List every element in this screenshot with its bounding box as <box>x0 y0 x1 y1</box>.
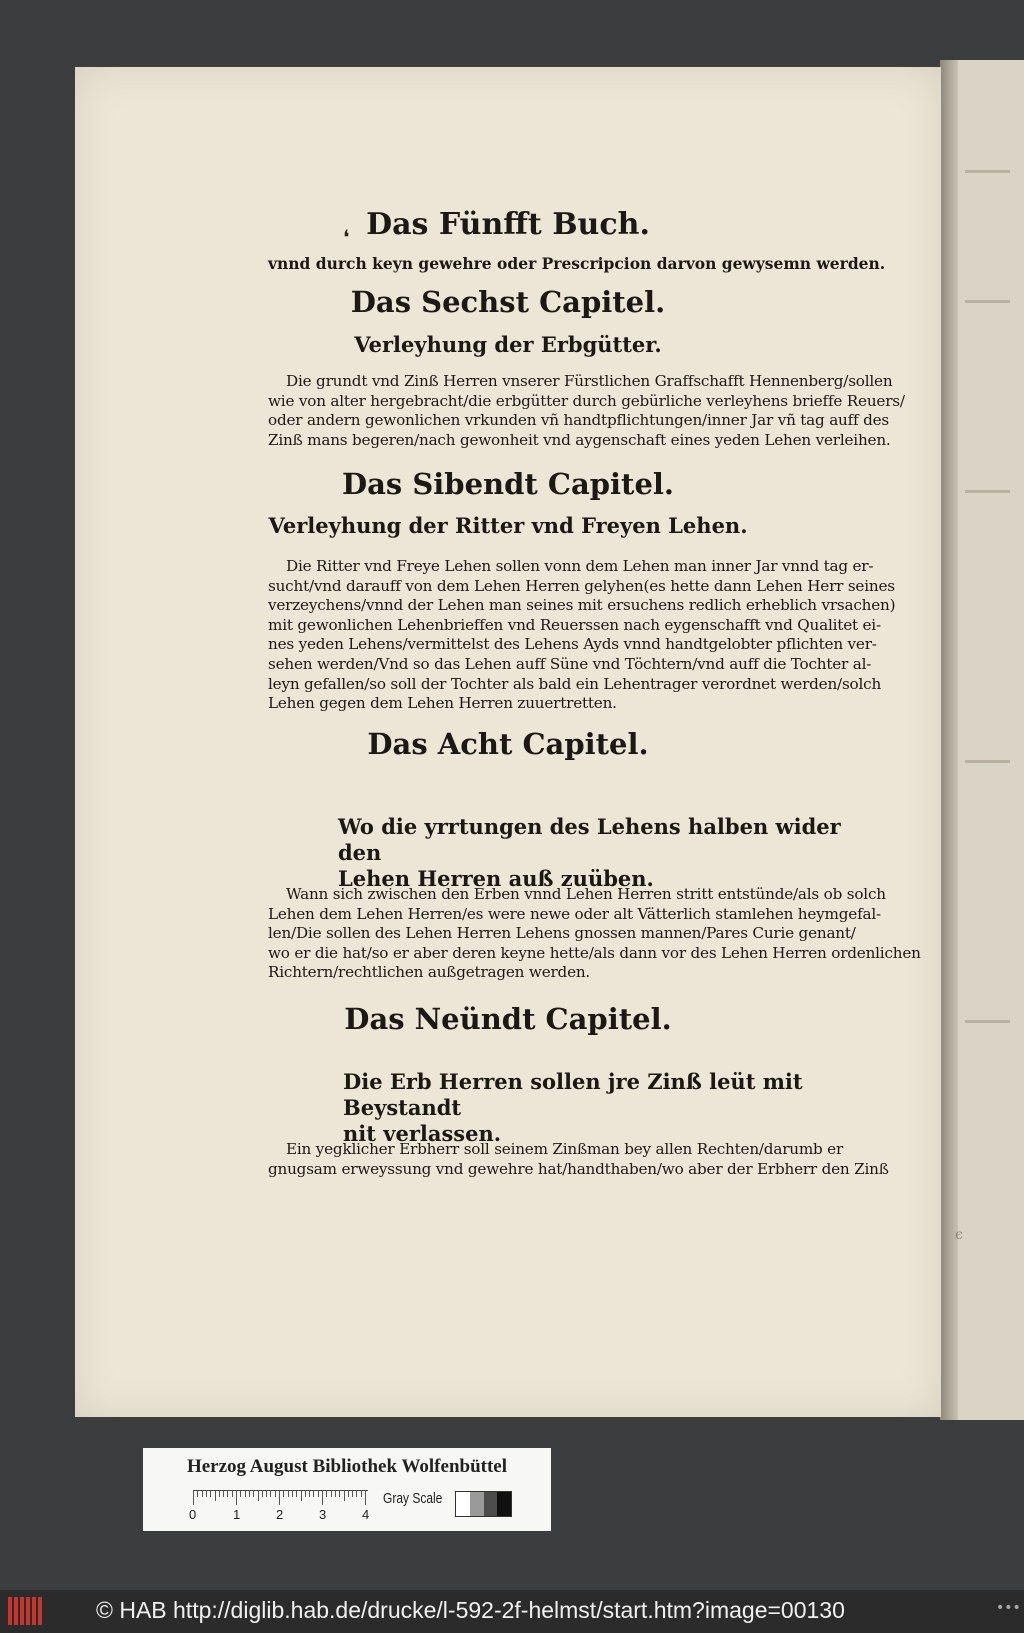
ruler-tick <box>279 1491 280 1505</box>
text-line: leyn gefallen/so soll der Tochter als bald ein Lehentrager verordnet werden/solch <box>268 674 882 693</box>
library-name: Herzog August Bibliothek Wolfenbüttel <box>186 1456 508 1477</box>
logo-bar <box>32 1597 36 1625</box>
ruler-tick <box>249 1491 250 1497</box>
text-line: Lehen gegen dem Lehen Herren zuuertretten. <box>268 694 617 713</box>
ruler-tick <box>305 1491 306 1497</box>
gray-swatch <box>497 1492 511 1516</box>
gray-scale-label: Gray Scale <box>383 1490 443 1507</box>
ruler-tick <box>288 1491 289 1497</box>
ruler-tick <box>322 1491 323 1505</box>
logo-bar <box>38 1597 42 1625</box>
hab-logo[interactable] <box>8 1597 44 1625</box>
text-line: wo er die hat/so er aber deren keyne hette/als dann vor des Lehen Herren ordenlichen <box>268 943 921 962</box>
scale-number: 0 <box>189 1507 197 1522</box>
ruler-tick <box>361 1491 362 1497</box>
text-line: mit gewonlichen Lehenbrieffen vnd Reuerssen nach eygenschafft vnd Qualitet ei- <box>268 615 881 634</box>
chapter-subtitle: Verleyhung der Ritter vnd Freyen Lehen. <box>268 513 748 538</box>
ruler-tick <box>339 1491 340 1497</box>
logo-bar <box>26 1597 30 1625</box>
chapter-title: Das Sibendt Capitel. <box>341 467 675 501</box>
ruler-tick <box>266 1491 267 1497</box>
text-line: oder andern gewonlichen vrkunden vñ handtpflichtungen/inner Jar vñ tag auff des <box>268 411 889 430</box>
ruler-tick <box>318 1491 319 1497</box>
footer-bar <box>0 1590 1024 1633</box>
ruler-tick <box>210 1491 211 1497</box>
ruler-tick <box>296 1491 297 1497</box>
ruler-tick <box>193 1491 194 1505</box>
ruler-tick <box>301 1491 302 1501</box>
text-line: nes yeden Lehens/vermittelst des Lehens Ayds vnnd handtgelobter pflichten ver- <box>268 635 877 654</box>
chapter-text <box>268 885 940 983</box>
chapter-text <box>268 372 940 450</box>
ruler-tick <box>309 1491 310 1497</box>
scale-number: 2 <box>276 1507 284 1522</box>
gray-swatch <box>484 1492 498 1516</box>
text-line: Ein yegklicher Erbherr soll seinem Zinßman bey allen Rechten/darumb er <box>286 1140 844 1158</box>
ellipsis-icon[interactable]: ••• <box>996 1600 1021 1616</box>
text-line: len/Die sollen des Lehen Herren Lehens gnossen mannen/Pares Curie genant/ <box>268 924 856 943</box>
ruler-tick <box>331 1491 332 1497</box>
ruler-tick <box>348 1491 349 1497</box>
ruler-tick <box>232 1491 233 1497</box>
ruler-tick <box>253 1491 254 1497</box>
chapter-text <box>268 557 940 714</box>
ruler-tick <box>206 1491 207 1497</box>
text-line: Richtern/rechtlichen außgetragen werden. <box>268 963 591 982</box>
intro-line: vnnd durch keyn gewehre oder Prescripcion darvon gewysemn werden. <box>268 254 886 273</box>
facing-page-edge <box>955 60 1024 1420</box>
text-line: Die grundt vnd Zinß Herren vnserer Fürstlichen Graffschafft Hennenberg/sollen <box>286 372 893 390</box>
ruler-tick <box>344 1491 345 1501</box>
ruler-tick <box>245 1491 246 1497</box>
ruler-tick <box>365 1491 366 1505</box>
gray-scale-swatches <box>455 1491 512 1517</box>
chapter-title: Das Neündt Capitel. <box>344 1002 672 1036</box>
color-calibration-bar <box>143 1448 551 1531</box>
chapter-title: Das Acht Capitel. <box>367 727 649 761</box>
ruler-tick <box>223 1491 224 1497</box>
logo-bar <box>14 1597 18 1625</box>
text-line: Wann sich zwischen den Erben vnnd Lehen Herren stritt entstünde/als ob solch <box>286 885 886 903</box>
ruler-tick <box>262 1491 263 1497</box>
text-line: gnugsam erweyssung vnd gewehre hat/handthaben/wo aber der Erbherr den Zinß <box>268 1159 889 1178</box>
book-title: Das Fünfft Buch. <box>366 207 650 242</box>
subtitle-line: Wo die yrrtungen des Lehens halben wider den <box>338 814 841 865</box>
ruler-tick <box>197 1491 198 1497</box>
text-line: Zinß mans begeren/nach gewonheit vnd aygenschaft eines yeden Lehen verleihen. <box>268 430 891 449</box>
ruler-tick <box>215 1491 216 1501</box>
chapter-subtitle: Verleyhung der Erbgütter. <box>354 332 662 357</box>
scale-number: 3 <box>319 1507 327 1522</box>
chapter-subtitle <box>343 1069 863 1147</box>
logo-bar <box>8 1597 12 1625</box>
ruler-tick <box>356 1491 357 1497</box>
ink-mark: ❛ <box>343 225 350 249</box>
ruler-tick <box>352 1491 353 1497</box>
text-line: Die Ritter vnd Freye Lehen sollen vonn dem Lehen man inner Jar vnnd tag er- <box>286 557 874 575</box>
ruler-tick <box>236 1491 237 1505</box>
chapter-title: Das Sechst Capitel. <box>350 285 666 319</box>
text-line: sehen werden/Vnd so das Lehen auff Süne vnd Töchtern/vnd auff die Tochter al- <box>268 654 872 673</box>
ruler-tick <box>292 1491 293 1497</box>
scale-ruler <box>193 1490 368 1507</box>
scale-number: 4 <box>362 1507 370 1522</box>
ruler-tick <box>240 1491 241 1497</box>
subtitle-line: Die Erb Herren sollen jre Zinß leüt mit Beystandt <box>343 1069 803 1120</box>
text-line: verzeychens/vnnd der Lehen man seines mit ersuchens redlich erheblich vrsachen) <box>268 596 896 615</box>
scanned-page <box>75 67 963 1417</box>
text-line: sucht/vnd darauff von dem Lehen Herren gelyhen(es hette dann Lehen Herr seines <box>268 576 895 595</box>
scale-number: 1 <box>233 1507 241 1522</box>
subtitle-line: Lehen Herren auß zuüben. <box>338 866 654 891</box>
text-line: Lehen dem Lehen Herren/es were newe oder alt Vätterlich stamlehen heymgefal- <box>268 904 881 923</box>
ink-mark: є <box>955 1227 963 1243</box>
ruler-tick <box>313 1491 314 1497</box>
ruler-tick <box>270 1491 271 1497</box>
subtitle-line: nit verlassen. <box>343 1121 502 1146</box>
ruler-tick <box>258 1491 259 1501</box>
gray-swatch <box>470 1492 484 1516</box>
ruler-tick <box>219 1491 220 1497</box>
chapter-text <box>268 1140 940 1179</box>
ruler-tick <box>202 1491 203 1497</box>
logo-bar <box>20 1597 24 1625</box>
ruler-tick <box>227 1491 228 1497</box>
copyright-url[interactable]: © HAB http://diglib.hab.de/drucke/l-592-2f-helmst/start.htm?image=00130 <box>96 1597 845 1623</box>
chapter-subtitle <box>338 814 858 892</box>
ruler-tick <box>275 1491 276 1497</box>
ruler-tick <box>283 1491 284 1497</box>
ruler-tick <box>326 1491 327 1497</box>
book-gutter <box>940 60 958 1420</box>
text-line: wie von alter hergebracht/die erbgütter durch gebürliche verleyhens brieffe Reuers/ <box>268 391 905 410</box>
ruler-tick <box>335 1491 336 1497</box>
gray-swatch <box>456 1492 470 1516</box>
